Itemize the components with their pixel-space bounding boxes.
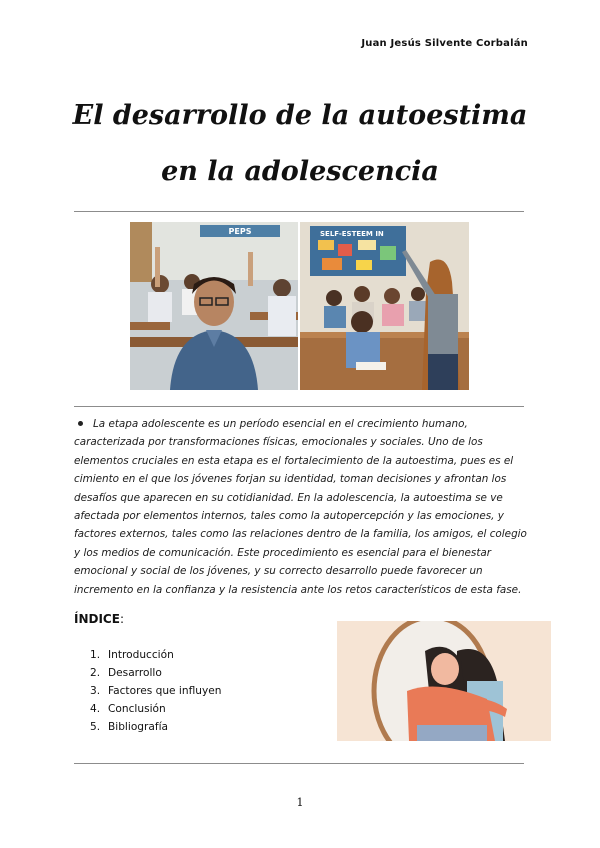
index-item: 1. Introducción	[90, 649, 174, 661]
index-item: 5. Bibliografía	[90, 721, 169, 733]
divider-top	[74, 211, 524, 212]
poster-right-text: SELF-ESTEEM IN	[320, 230, 384, 238]
author-name: Juan Jesús Silvente Corbalán	[361, 38, 528, 49]
classroom-photo	[130, 222, 469, 390]
document-title: El desarrollo de la autoestima en la adolescencia	[72, 100, 528, 187]
index-heading-colon: :	[119, 612, 124, 626]
divider-bottom	[74, 763, 524, 764]
poster-left-text: PEPS	[228, 227, 252, 236]
page-number: 1	[296, 796, 304, 809]
mirror-hug-illustration	[337, 621, 551, 741]
index-item: 2. Desarrollo	[90, 667, 162, 679]
divider-middle	[74, 406, 524, 407]
index-item: 4. Conclusión	[90, 703, 166, 715]
index-list	[90, 646, 221, 736]
intro-paragraph-text: La etapa adolescente es un período esencial en el crecimiento humano, caracterizada por transformaciones físicas, emocionales y sociales. Uno de los elementos cruciales en esta etapa es el fortalecimiento de la autoestima, pues es el cimiento en el que los jóvenes forjan su identidad, toman decisiones y afrontan los desafíos que aparecen en su cotidianidad. En la adolescencia, la autoestima se ve afectada por elementos internos, tales como la autopercepción y las emociones, y factores externos, tales como las relaciones dentro de la familia, los amigos, el colegio y los medios de comunicación. Este procedimiento es esencial para el bienestar emocional y social de los jóvenes, y su correcto desarrollo puede favorecer un incremento en la confianza y la resistencia ante los retos característicos de esta fase.	[74, 418, 527, 596]
index-heading	[74, 612, 124, 626]
index-item: 3. Factores que influyen	[90, 685, 222, 697]
bullet-icon	[78, 421, 83, 426]
intro-bullet-paragraph	[74, 415, 530, 599]
index-heading-text: ÍNDICE	[74, 612, 120, 626]
